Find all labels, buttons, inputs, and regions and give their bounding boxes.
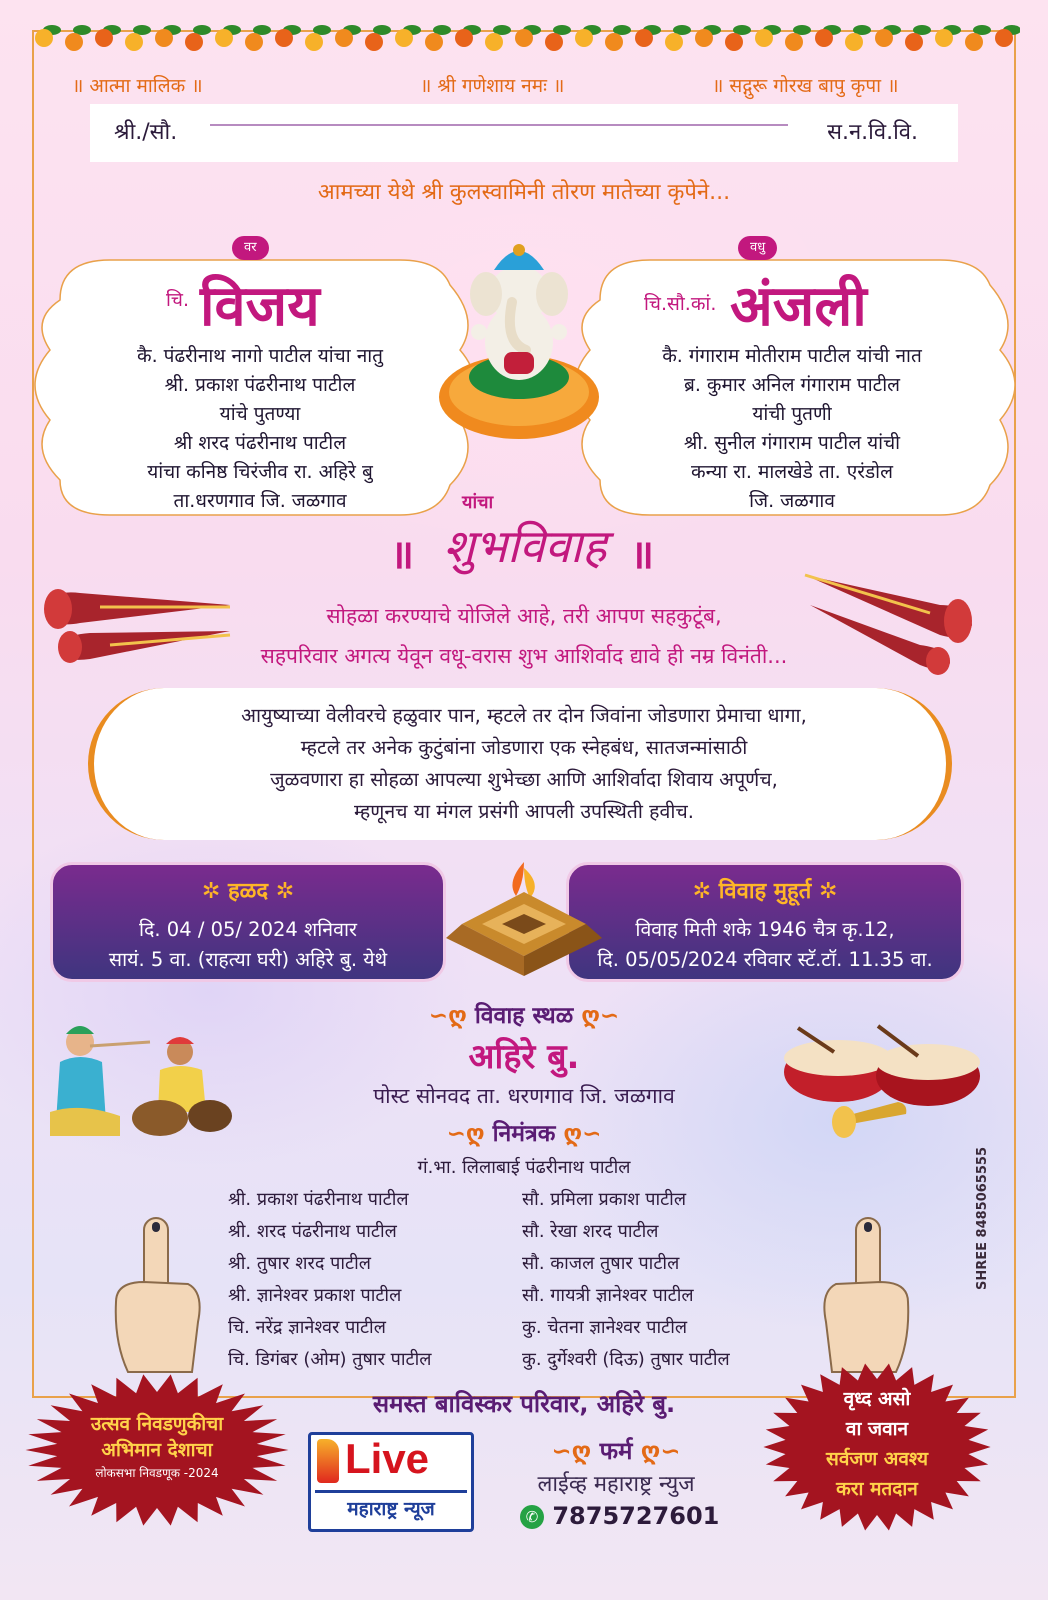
- badge-left-line1: उत्सव निवडणुकीचा: [90, 1413, 224, 1435]
- inviter-item: श्री. ज्ञानेश्वर प्रकाश पाटील: [228, 1285, 402, 1306]
- marigold-flower: [185, 33, 203, 51]
- marigold-flower: [365, 33, 383, 51]
- marigold-flower: [485, 33, 503, 51]
- live-news-logo: [308, 1432, 474, 1532]
- marigold-flower: [845, 33, 863, 51]
- haldi-title: ✲ हळद ✲: [201, 879, 295, 904]
- inviter-item: श्री. तुषार शरद पाटील: [228, 1253, 371, 1274]
- bride-tag: वधु: [738, 236, 777, 260]
- marigold-flower: [905, 33, 923, 51]
- groom-line: कै. पंढरीनाथ नागो पाटील यांचा नातु: [136, 345, 384, 367]
- marigold-flower: [755, 29, 773, 47]
- groom-line: श्री शरद पंढरीनाथ पाटील: [173, 432, 347, 454]
- ganesha-illustration: [434, 232, 604, 442]
- badge-right-line3: सर्वजण अवश्य: [825, 1448, 929, 1470]
- logo-word: Live: [345, 1435, 430, 1482]
- marigold-flower: [395, 29, 413, 47]
- marigold-flower: [965, 33, 983, 51]
- voting-finger-right-icon: [816, 1212, 916, 1382]
- marigold-flower: [125, 33, 143, 51]
- inviters-left-list: [228, 1184, 432, 1376]
- ornament-left-icon: ∽ღ: [551, 1437, 600, 1465]
- marigold-flower: [995, 29, 1013, 47]
- venue-place: अहिरे बु.: [468, 1037, 580, 1077]
- marigold-flower: [305, 33, 323, 51]
- marigold-flower: [725, 33, 743, 51]
- ornament-right-icon: ღ∽: [555, 1121, 602, 1147]
- bride-prefix: चि.सौ.कां.: [644, 293, 717, 315]
- haldi-date: दि. 04 / 05/ 2024 शनिवार: [139, 918, 357, 941]
- wedding-title: शुभविवाह: [443, 519, 607, 573]
- quote-line: आयुष्याच्या वेलीवरचे हळुवार पान, म्हटले तर दोन जिवांना जोडणारा प्रेमाचा धागा,: [241, 704, 807, 727]
- marigold-flower: [245, 33, 263, 51]
- muhurt-tithi: विवाह मिती शके 1946 चैत्र कृ.12,: [635, 918, 895, 941]
- groom-line: यांचे पुतण्या: [219, 403, 301, 425]
- inviter-item: चि. नरेंद्र ज्ञानेश्वर पाटील: [228, 1317, 386, 1338]
- bride-name: अंजली: [730, 273, 867, 339]
- election-badge-right-text: [782, 1384, 972, 1504]
- marigold-flower: [515, 29, 533, 47]
- marigold-flower: [335, 29, 353, 47]
- logo-subtitle: महाराष्ट्र न्यूज: [315, 1490, 467, 1525]
- groom-details: [60, 342, 460, 516]
- yancha-label: यांचा: [462, 492, 494, 513]
- ornament-right-icon: ღ∽: [573, 1003, 620, 1029]
- blessing-left: ॥ आत्मा मालिक ॥: [72, 75, 203, 97]
- groom-tag: वर: [232, 236, 269, 260]
- bride-details: [592, 342, 992, 516]
- groom-line: श्री. प्रकाश पंढरीनाथ पाटील: [164, 374, 356, 396]
- inviter-item: सौ. काजल तुषार पाटील: [522, 1253, 680, 1274]
- marigold-garland: [30, 22, 1020, 68]
- intro-line: आमच्या येथे श्री कुलस्वामिनी तोरण मातेच्या कृपेने...: [317, 180, 731, 205]
- inviters-right-list: [522, 1184, 730, 1376]
- bride-line: जि. जळगाव: [749, 490, 835, 512]
- venue-address: पोस्ट सोनवद ता. धरणगाव जि. जळगाव: [373, 1084, 675, 1108]
- bride-line: यांची पुतणी: [752, 403, 832, 425]
- addressee-prefix: श्री./सौ.: [114, 120, 178, 145]
- marigold-flower: [65, 33, 83, 51]
- whatsapp-icon: ✆: [520, 1505, 544, 1529]
- addressee-blank-line: [210, 124, 788, 126]
- badge-right-line1: वृध्द असो: [843, 1388, 911, 1410]
- bride-line: श्री. सुनील गंगाराम पाटील यांची: [683, 432, 901, 454]
- inviters-heading: [0, 1116, 1048, 1148]
- firm-heading-text: फर्म: [599, 1437, 633, 1465]
- inviter-item: श्री. प्रकाश पंढरीनाथ पाटील: [228, 1189, 409, 1210]
- haldi-box: [50, 862, 446, 982]
- inviter-item: सौ. प्रमिला प्रकाश पाटील: [522, 1189, 687, 1210]
- ornament-left-icon: ∽ღ: [428, 1003, 475, 1029]
- firm-phone-row: [520, 1502, 719, 1530]
- marigold-flower: [95, 29, 113, 47]
- marigold-flower: [455, 29, 473, 47]
- groom-name: विजय: [200, 273, 320, 339]
- invitation-line-2: सहपरिवार अगत्य येवून वधू-वरास शुभ आशिर्वाद द्यावे ही नम्र विनंती...: [260, 644, 788, 668]
- muhurt-box: [566, 862, 964, 982]
- inviter-item: कु. दुर्गेश्वरी (दिऊ) तुषार पाटील: [522, 1349, 730, 1370]
- bride-line: कै. गंगाराम मोतीराम पाटील यांची नात: [662, 345, 922, 367]
- badge-left-line2: अभिमान देशाचा: [101, 1439, 213, 1461]
- addressee-bar: [90, 104, 958, 162]
- quote-line: म्हणूनच या मंगल प्रसंगी आपली उपस्थिती हवीच.: [353, 800, 694, 823]
- badge-right-line2: वा जवान: [845, 1418, 909, 1440]
- firm-heading: [488, 1434, 744, 1467]
- quote-line: म्हटले तर अनेक कुटुंबांना जोडणारा एक स्नेहबंध, सातजन्मांसाठी: [300, 736, 748, 759]
- firm-name: लाईव्ह महाराष्ट्र न्युज: [537, 1472, 695, 1497]
- venue-heading-text: विवाह स्थळ: [474, 1003, 574, 1029]
- title-bars-left: ॥: [390, 532, 414, 578]
- marigold-flower: [815, 29, 833, 47]
- title-bars-right: ॥: [630, 532, 654, 578]
- havan-kund-icon: [426, 852, 622, 984]
- family-line: समस्त बाविस्कर परिवार, अहिरे बु.: [372, 1390, 676, 1418]
- quote-line: जुळवणारा हा सोहळा आपल्या शुभेच्छा आणि आशिर्वादा शिवाय अपूर्णच,: [270, 768, 778, 791]
- invitation-line-1: सोहळा करण्याचे योजिले आहे, तरी आपण सहकुटूंब,: [326, 604, 722, 628]
- designer-watermark: SHREE 8485065555: [975, 1147, 990, 1290]
- inviter-item: कु. चेतना ज्ञानेश्वर पाटील: [522, 1317, 688, 1338]
- marigold-flower: [875, 29, 893, 47]
- marigold-flower: [935, 29, 953, 47]
- inviters-heading-text: निमंत्रक: [492, 1121, 556, 1147]
- election-badge-left-text: [42, 1410, 272, 1481]
- inviter-item: सौ. गायत्री ज्ञानेश्वर पाटील: [522, 1285, 694, 1306]
- bride-line: कन्या रा. मालखेडे ता. एरंडोल: [691, 461, 893, 483]
- inviter-item: श्री. शरद पंढरीनाथ पाटील: [228, 1221, 397, 1242]
- marigold-flower: [215, 29, 233, 47]
- muhurt-title: ✲ विवाह मुहूर्त ✲: [692, 879, 838, 904]
- flame-icon: [317, 1439, 339, 1483]
- blessing-center: ॥ श्री गणेशाय नमः ॥: [420, 75, 565, 97]
- inviters-head: गं.भा. लिलाबाई पंढरीनाथ पाटील: [417, 1157, 631, 1178]
- ornament-left-icon: ∽ღ: [446, 1121, 493, 1147]
- groom-prefix: चि.: [166, 289, 190, 311]
- firm-phone[interactable]: 7875727601: [552, 1502, 720, 1530]
- badge-left-line3: लोकसभा निवडणूक -2024: [95, 1466, 219, 1480]
- inviter-item: सौ. रेखा शरद पाटील: [522, 1221, 659, 1242]
- ornament-right-icon: ღ∽: [632, 1437, 681, 1465]
- marigold-flower: [605, 33, 623, 51]
- groom-line: यांचा कनिष्ठ चिरंजीव रा. अहिरे बु: [147, 461, 373, 483]
- inviter-item: चि. डिगंबर (ओम) तुषार पाटील: [228, 1349, 432, 1370]
- addressee-suffix: स.न.वि.वि.: [827, 120, 918, 145]
- marigold-flower: [275, 29, 293, 47]
- marigold-flower: [785, 33, 803, 51]
- marigold-flower: [425, 33, 443, 51]
- marigold-flower: [35, 29, 53, 47]
- blessing-right: ॥ सद्गुरू गोरख बापु कृपा ॥: [712, 75, 899, 97]
- badge-right-line4: करा मतदान: [836, 1478, 918, 1500]
- quote-text: [0, 700, 1048, 828]
- marigold-flower: [155, 29, 173, 47]
- muhurt-date-time: दि. 05/05/2024 रविवार स्टॅ.टॉ. 11.35 वा.: [597, 948, 933, 971]
- bride-line: ब्र. कुमार अनिल गंगाराम पाटील: [683, 374, 901, 396]
- marigold-flower: [575, 29, 593, 47]
- groom-line: ता.धरणगाव जि. जळगाव: [173, 490, 347, 512]
- voting-finger-left-icon: [108, 1212, 208, 1382]
- marigold-flower: [635, 29, 653, 47]
- marigold-flower: [695, 29, 713, 47]
- marigold-flower: [545, 33, 563, 51]
- haldi-time-place: सायं. 5 वा. (राहत्या घरी) अहिरे बु. येथे: [108, 948, 388, 971]
- marigold-flower: [665, 33, 683, 51]
